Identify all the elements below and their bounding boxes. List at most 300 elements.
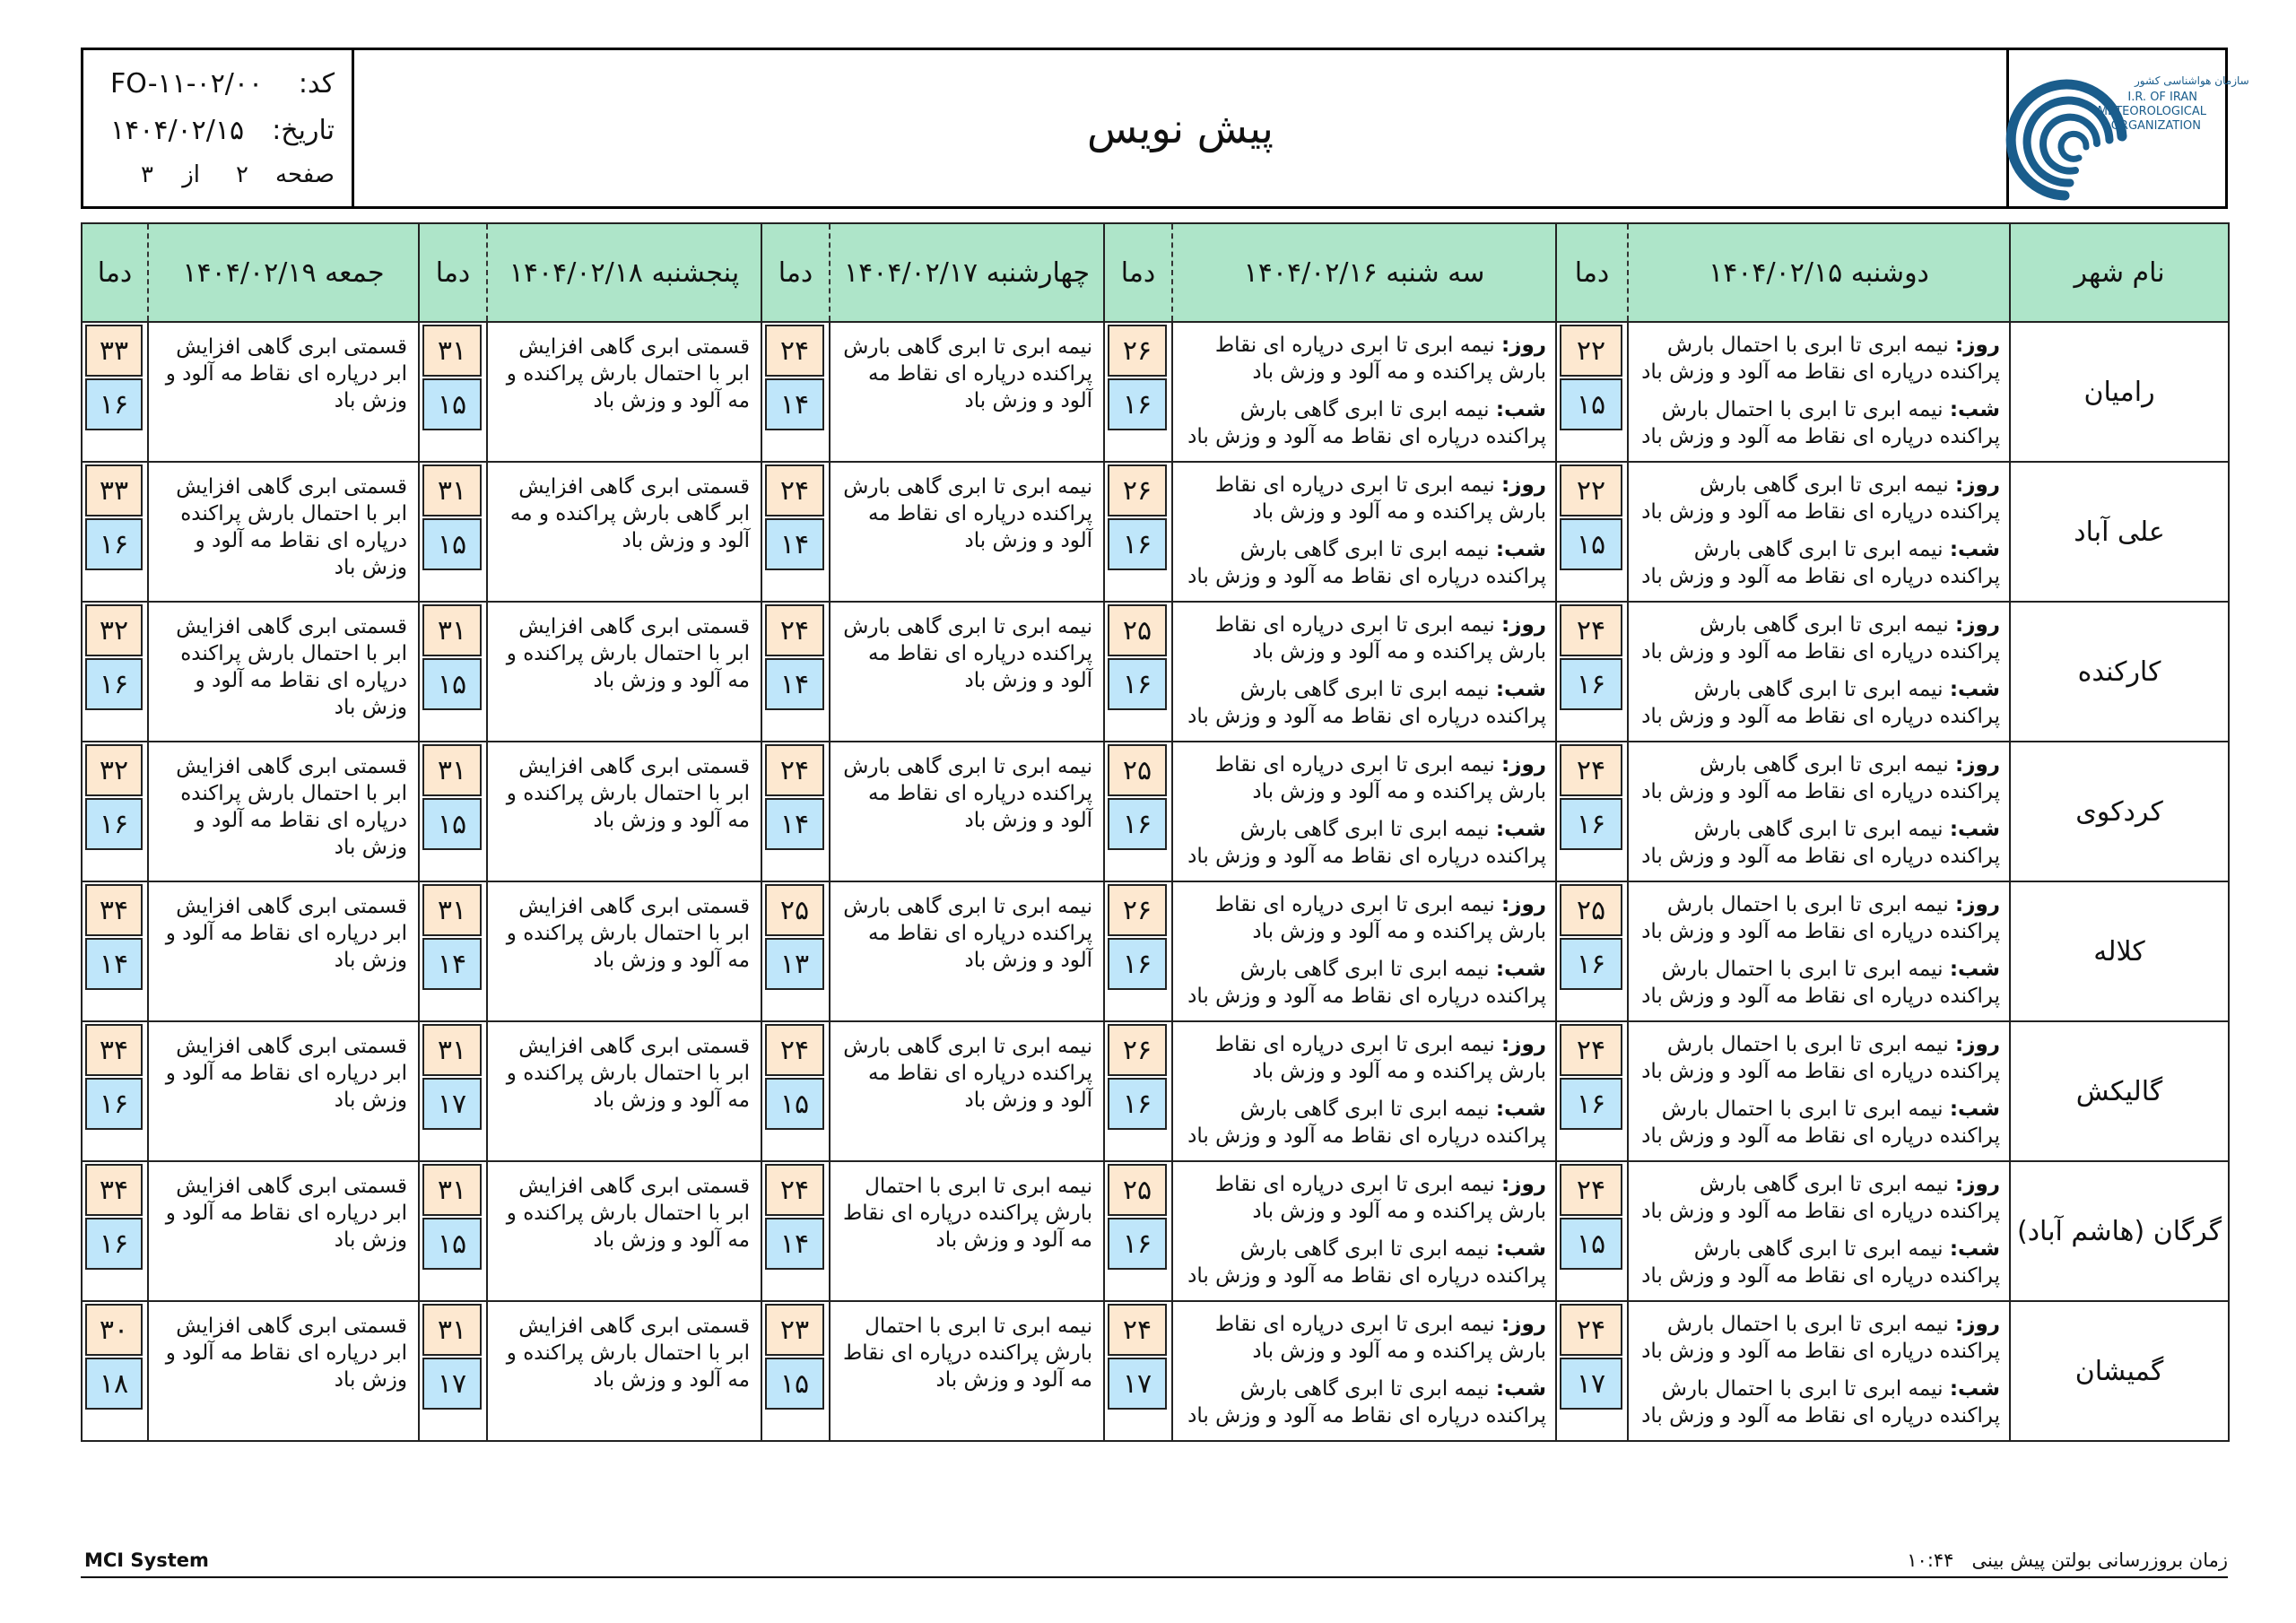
- forecast-text: قسمتی ابری گاهی افزایش ابر درپاره ای نقاط مه آلود و وزش باد: [165, 335, 407, 412]
- code-value: FO-۱۱-۰۲/۰۰: [110, 68, 264, 100]
- max-temp: ۳۴: [85, 1024, 143, 1076]
- table-row: [82, 742, 2229, 881]
- temperature-cell: [761, 1161, 830, 1301]
- forecast-text: قسمتی ابری گاهی افزایش ابر گاهی بارش پراکنده و مه آلود و وزش باد: [509, 475, 750, 552]
- max-temp: ۲۵: [1108, 1164, 1167, 1216]
- min-temp: ۱۴: [422, 938, 482, 990]
- day-label: روز:: [1955, 1313, 2000, 1336]
- temperature-cell: [1104, 1021, 1172, 1161]
- column-temp-4: دما: [419, 223, 487, 322]
- day-forecast-text: نیمه ابری تا ابری درپاره ای نقاط بارش پراکنده و مه آلود و وزش باد: [1214, 473, 1546, 524]
- temperature-cell: [82, 1301, 148, 1441]
- min-temp: ۱۷: [422, 1078, 482, 1130]
- temperature-cell: [419, 462, 487, 602]
- day-label: روز:: [1955, 473, 2000, 497]
- max-temp: ۲۲: [1560, 325, 1622, 377]
- meteorological-organization-logo: [2022, 61, 2249, 201]
- night-forecast: [1178, 1376, 1546, 1429]
- forecast-cell: [1628, 322, 2010, 462]
- max-temp: ۳۱: [422, 1164, 482, 1216]
- day-label: روز:: [1955, 613, 2000, 637]
- day-forecast: [1634, 612, 2000, 665]
- forecast-cell: [1172, 881, 1556, 1021]
- forecast-cell: [148, 742, 419, 881]
- day-label: روز:: [1955, 893, 2000, 916]
- night-forecast-text: نیمه ابری تا ابری با احتمال بارش پراکنده درپاره ای نقاط مه آلود و وزش باد: [1641, 1377, 2000, 1428]
- max-temp: ۲۴: [765, 604, 824, 656]
- forecast-text: نیمه ابری تا ابری گاهی بارش پراکنده درپاره ای نقاط مه آلود و وزش باد: [843, 755, 1092, 832]
- max-temp: ۳۰: [85, 1304, 143, 1356]
- table-row: [82, 1021, 2229, 1161]
- system-name: MCI System: [84, 1549, 209, 1571]
- max-temp: ۲۴: [1560, 744, 1622, 796]
- night-forecast: [1634, 676, 2000, 730]
- update-time: ۱۰:۴۴: [1907, 1549, 1954, 1571]
- min-temp: ۱۷: [422, 1358, 482, 1410]
- max-temp: ۲۵: [1108, 744, 1167, 796]
- night-forecast-text: نیمه ابری تا ابری گاهی بارش پراکنده درپاره ای نقاط مه آلود و وزش باد: [1641, 1237, 2000, 1288]
- forecast-cell: [1172, 742, 1556, 881]
- day-forecast: [1178, 332, 1546, 386]
- night-forecast-text: نیمه ابری تا ابری با احتمال بارش پراکنده درپاره ای نقاط مه آلود و وزش باد: [1641, 958, 2000, 1008]
- temperature-cell: [419, 602, 487, 742]
- temperature-cell: [1104, 602, 1172, 742]
- column-temp-1: دما: [1556, 223, 1628, 322]
- min-temp: ۱۷: [1108, 1358, 1167, 1410]
- night-forecast-text: نیمه ابری تا ابری گاهی بارش پراکنده درپاره ای نقاط مه آلود و وزش باد: [1187, 818, 1546, 868]
- min-temp: ۱۵: [1560, 1218, 1622, 1270]
- temperature-cell: [1104, 322, 1172, 462]
- temperature-cell: [419, 742, 487, 881]
- night-forecast-text: نیمه ابری تا ابری گاهی بارش پراکنده درپاره ای نقاط مه آلود و وزش باد: [1187, 678, 1546, 728]
- max-temp: ۲۶: [1108, 884, 1167, 936]
- forecast-cell: [1172, 602, 1556, 742]
- temperature-cell: [1556, 462, 1628, 602]
- day-forecast-text: نیمه ابری تا ابری با احتمال بارش پراکنده درپاره ای نقاط مه آلود و وزش باد: [1641, 334, 2000, 384]
- min-temp: ۱۶: [1560, 798, 1622, 850]
- date-value: ۱۴۰۴/۰۲/۱۵: [110, 115, 245, 146]
- temperature-cell: [1556, 742, 1628, 881]
- day-forecast: [1178, 612, 1546, 665]
- forecast-text: قسمتی ابری گاهی افزایش ابر با احتمال بارش پراکنده و مه آلود و وزش باد: [506, 1035, 750, 1112]
- forecast-cell: [1172, 1161, 1556, 1301]
- forecast-cell: [1172, 1301, 1556, 1441]
- city-name: کردکوی: [2010, 742, 2229, 881]
- min-temp: ۱۵: [1560, 378, 1622, 430]
- logo-cell: [2006, 50, 2249, 206]
- max-temp: ۲۴: [1560, 604, 1622, 656]
- min-temp: ۱۶: [1560, 938, 1622, 990]
- temperature-cell: [1104, 742, 1172, 881]
- date-row: [83, 115, 354, 160]
- forecast-cell: [487, 1301, 761, 1441]
- night-label: شب:: [1949, 818, 2000, 841]
- temperature-cell: [1104, 1301, 1172, 1441]
- max-temp: ۳۴: [85, 1164, 143, 1216]
- temperature-cell: [1104, 881, 1172, 1021]
- day-label: روز:: [1501, 1173, 1546, 1196]
- max-temp: ۲۶: [1108, 1024, 1167, 1076]
- forecast-text: قسمتی ابری گاهی افزایش ابر درپاره ای نقاط مه آلود و وزش باد: [165, 1035, 407, 1112]
- forecast-cell: [487, 602, 761, 742]
- forecast-cell: [487, 881, 761, 1021]
- temperature-cell: [82, 1161, 148, 1301]
- forecast-text: قسمتی ابری گاهی افزایش ابر با احتمال بارش پراکنده درپاره ای نقاط مه آلود و وزش باد: [176, 755, 407, 859]
- temperature-cell: [82, 1021, 148, 1161]
- night-forecast-text: نیمه ابری تا ابری با احتمال بارش پراکنده درپاره ای نقاط مه آلود و وزش باد: [1641, 1098, 2000, 1148]
- day-label: روز:: [1955, 753, 2000, 777]
- night-label: شب:: [1949, 538, 2000, 561]
- day-forecast: [1634, 1031, 2000, 1085]
- table-header-row: [82, 223, 2229, 322]
- night-forecast: [1178, 536, 1546, 590]
- temperature-cell: [761, 462, 830, 602]
- forecast-cell: [830, 881, 1104, 1021]
- day-forecast-text: نیمه ابری تا ابری درپاره ای نقاط بارش پراکنده و مه آلود و وزش باد: [1214, 893, 1546, 943]
- min-temp: ۱۵: [765, 1078, 824, 1130]
- temperature-cell: [82, 742, 148, 881]
- forecast-cell: [487, 322, 761, 462]
- forecast-cell: [1628, 881, 2010, 1021]
- forecast-cell: [148, 1301, 419, 1441]
- day-forecast-text: نیمه ابری تا ابری درپاره ای نقاط بارش پراکنده و مه آلود و وزش باد: [1214, 1033, 1546, 1083]
- day-forecast-text: نیمه ابری تا ابری درپاره ای نقاط بارش پراکنده و مه آلود و وزش باد: [1214, 1173, 1546, 1223]
- temperature-cell: [419, 881, 487, 1021]
- max-temp: ۳۱: [422, 1024, 482, 1076]
- forecast-text: قسمتی ابری گاهی افزایش ابر با احتمال بارش پراکنده و مه آلود و وزش باد: [506, 335, 750, 412]
- day-label: روز:: [1501, 473, 1546, 497]
- forecast-cell: [487, 462, 761, 602]
- min-temp: ۱۴: [765, 378, 824, 430]
- city-name: گرگان (هاشم آباد): [2010, 1161, 2229, 1301]
- night-forecast-text: نیمه ابری تا ابری گاهی بارش پراکنده درپاره ای نقاط مه آلود و وزش باد: [1641, 818, 2000, 868]
- page-title: پیش نویس: [1087, 104, 1274, 152]
- max-temp: ۳۳: [85, 464, 143, 516]
- forecast-text: نیمه ابری تا ابری گاهی بارش پراکنده درپاره ای نقاط مه آلود و وزش باد: [843, 335, 1092, 412]
- max-temp: ۲۴: [1108, 1304, 1167, 1356]
- night-forecast: [1178, 396, 1546, 450]
- night-forecast: [1634, 956, 2000, 1010]
- temperature-cell: [419, 1161, 487, 1301]
- table-row: [82, 462, 2229, 602]
- min-temp: ۱۵: [422, 518, 482, 570]
- night-forecast: [1634, 1376, 2000, 1429]
- table-row: [82, 1301, 2229, 1441]
- min-temp: ۱۶: [1560, 1078, 1622, 1130]
- temperature-cell: [82, 462, 148, 602]
- forecast-cell: [148, 462, 419, 602]
- night-forecast: [1634, 816, 2000, 870]
- day-forecast-text: نیمه ابری تا ابری با احتمال بارش پراکنده درپاره ای نقاط مه آلود و وزش باد: [1641, 1033, 2000, 1083]
- night-forecast-text: نیمه ابری تا ابری گاهی بارش پراکنده درپاره ای نقاط مه آلود و وزش باد: [1187, 1377, 1546, 1428]
- day-label: روز:: [1501, 613, 1546, 637]
- forecast-text: نیمه ابری تا ابری گاهی بارش پراکنده درپاره ای نقاط مه آلود و وزش باد: [843, 895, 1092, 972]
- min-temp: ۱۶: [1108, 1218, 1167, 1270]
- max-temp: ۲۵: [1108, 604, 1167, 656]
- max-temp: ۲۴: [765, 744, 824, 796]
- min-temp: ۱۵: [422, 658, 482, 710]
- night-label: شب:: [1495, 818, 1546, 841]
- forecast-table-body: [82, 322, 2229, 1441]
- temperature-cell: [761, 742, 830, 881]
- night-label: شب:: [1949, 1098, 2000, 1121]
- temperature-cell: [761, 1301, 830, 1441]
- table-row: [82, 881, 2229, 1021]
- page-current: ۲: [236, 161, 248, 188]
- day-forecast-text: نیمه ابری تا ابری درپاره ای نقاط بارش پراکنده و مه آلود و وزش باد: [1214, 753, 1546, 803]
- forecast-cell: [1628, 602, 2010, 742]
- min-temp: ۱۶: [1108, 378, 1167, 430]
- forecast-cell: [830, 1161, 1104, 1301]
- night-forecast: [1634, 536, 2000, 590]
- max-temp: ۳۱: [422, 884, 482, 936]
- max-temp: ۲۴: [765, 464, 824, 516]
- night-forecast-text: نیمه ابری تا ابری گاهی بارش پراکنده درپاره ای نقاط مه آلود و وزش باد: [1187, 1237, 1546, 1288]
- day-forecast: [1178, 751, 1546, 805]
- max-temp: ۳۲: [85, 604, 143, 656]
- column-city: نام شهر: [2010, 223, 2229, 322]
- max-temp: ۳۲: [85, 744, 143, 796]
- forecast-cell: [830, 602, 1104, 742]
- forecast-cell: [487, 742, 761, 881]
- day-forecast: [1178, 472, 1546, 525]
- day-forecast-text: نیمه ابری تا ابری گاهی بارش پراکنده درپاره ای نقاط مه آلود و وزش باد: [1641, 753, 2000, 803]
- night-label: شب:: [1949, 398, 2000, 421]
- temperature-cell: [82, 322, 148, 462]
- night-forecast-text: نیمه ابری تا ابری گاهی بارش پراکنده درپاره ای نقاط مه آلود و وزش باد: [1187, 538, 1546, 588]
- page-footer: [81, 1542, 2228, 1578]
- forecast-cell: [1628, 1301, 2010, 1441]
- document-meta: [83, 50, 354, 206]
- min-temp: ۱۵: [422, 1218, 482, 1270]
- max-temp: ۲۶: [1108, 464, 1167, 516]
- city-name: کلاله: [2010, 881, 2229, 1021]
- temperature-cell: [419, 1021, 487, 1161]
- min-temp: ۱۵: [1560, 518, 1622, 570]
- forecast-text: قسمتی ابری گاهی افزایش ابر با احتمال بارش پراکنده درپاره ای نقاط مه آلود و وزش باد: [176, 615, 407, 719]
- forecast-text: قسمتی ابری گاهی افزایش ابر درپاره ای نقاط مه آلود و وزش باد: [165, 895, 407, 972]
- min-temp: ۱۴: [765, 798, 824, 850]
- min-temp: ۱۶: [85, 518, 143, 570]
- day-label: روز:: [1501, 1313, 1546, 1336]
- night-forecast-text: نیمه ابری تا ابری با احتمال بارش پراکنده درپاره ای نقاط مه آلود و وزش باد: [1641, 398, 2000, 448]
- city-name: گمیشان: [2010, 1301, 2229, 1441]
- city-name: علی آباد: [2010, 462, 2229, 602]
- forecast-cell: [1628, 1021, 2010, 1161]
- min-temp: ۱۴: [85, 938, 143, 990]
- page-total: ۳: [141, 161, 153, 188]
- max-temp: ۳۱: [422, 325, 482, 377]
- forecast-text: نیمه ابری تا ابری با احتمال بارش پراکنده درپاره ای نقاط مه آلود و وزش باد: [843, 1175, 1092, 1252]
- night-label: شب:: [1949, 1377, 2000, 1401]
- forecast-cell: [830, 1021, 1104, 1161]
- day-forecast: [1178, 891, 1546, 945]
- min-temp: ۱۵: [422, 378, 482, 430]
- logo-text-en-2: METEOROLOGICAL: [2097, 105, 2206, 118]
- min-temp: ۱۶: [85, 658, 143, 710]
- min-temp: ۱۶: [1108, 938, 1167, 990]
- min-temp: ۱۳: [765, 938, 824, 990]
- night-label: شب:: [1495, 538, 1546, 561]
- table-row: [82, 602, 2229, 742]
- temperature-cell: [1104, 462, 1172, 602]
- min-temp: ۱۶: [1108, 658, 1167, 710]
- night-forecast: [1178, 956, 1546, 1010]
- day-forecast: [1634, 472, 2000, 525]
- night-label: شب:: [1949, 678, 2000, 701]
- min-temp: ۱۴: [765, 658, 824, 710]
- forecast-text: قسمتی ابری گاهی افزایش ابر با احتمال بارش پراکنده و مه آلود و وزش باد: [506, 755, 750, 832]
- night-forecast-text: نیمه ابری تا ابری گاهی بارش پراکنده درپاره ای نقاط مه آلود و وزش باد: [1187, 398, 1546, 448]
- forecast-cell: [830, 742, 1104, 881]
- max-temp: ۳۱: [422, 744, 482, 796]
- night-forecast: [1634, 1096, 2000, 1150]
- forecast-cell: [148, 322, 419, 462]
- forecast-text: نیمه ابری تا ابری با احتمال بارش پراکنده درپاره ای نقاط مه آلود و وزش باد: [843, 1315, 1092, 1392]
- temperature-cell: [1556, 322, 1628, 462]
- min-temp: ۱۸: [85, 1358, 143, 1410]
- night-label: شب:: [1495, 958, 1546, 981]
- max-temp: ۲۲: [1560, 464, 1622, 516]
- night-forecast: [1178, 1096, 1546, 1150]
- min-temp: ۱۷: [1560, 1358, 1622, 1410]
- forecast-cell: [148, 881, 419, 1021]
- column-day-5: جمعه ۱۴۰۴/۰۲/۱۹: [148, 223, 419, 322]
- forecast-cell: [1172, 1021, 1556, 1161]
- day-forecast: [1634, 1171, 2000, 1225]
- forecast-cell: [148, 602, 419, 742]
- update-label: زمان بروزرسانی بولتن پیش بینی: [1971, 1549, 2228, 1571]
- max-temp: ۲۴: [1560, 1024, 1622, 1076]
- page-label: صفحه: [275, 161, 335, 188]
- date-label: تاریخ:: [272, 115, 335, 146]
- day-forecast-text: نیمه ابری تا ابری درپاره ای نقاط بارش پراکنده و مه آلود و وزش باد: [1214, 1313, 1546, 1363]
- max-temp: ۲۴: [765, 1024, 824, 1076]
- day-label: روز:: [1955, 1033, 2000, 1056]
- night-label: شب:: [1495, 398, 1546, 421]
- min-temp: ۱۴: [765, 1218, 824, 1270]
- max-temp: ۲۴: [1560, 1164, 1622, 1216]
- day-label: روز:: [1955, 1173, 2000, 1196]
- document-header: [81, 48, 2249, 209]
- min-temp: ۱۵: [422, 798, 482, 850]
- min-temp: ۱۶: [85, 1078, 143, 1130]
- column-day-2: سه شنبه ۱۴۰۴/۰۲/۱۶: [1172, 223, 1556, 322]
- day-forecast-text: نیمه ابری تا ابری گاهی بارش پراکنده درپاره ای نقاط مه آلود و وزش باد: [1641, 1173, 2000, 1223]
- temperature-cell: [1556, 1301, 1628, 1441]
- footer-rule: [81, 1576, 2228, 1578]
- day-forecast-text: نیمه ابری تا ابری با احتمال بارش پراکنده درپاره ای نقاط مه آلود و وزش باد: [1641, 893, 2000, 943]
- forecast-text: قسمتی ابری گاهی افزایش ابر درپاره ای نقاط مه آلود و وزش باد: [165, 1175, 407, 1252]
- forecast-text: قسمتی ابری گاهی افزایش ابر با احتمال بارش پراکنده و مه آلود و وزش باد: [506, 895, 750, 972]
- column-temp-3: دما: [761, 223, 830, 322]
- table-row: [82, 322, 2229, 462]
- forecast-cell: [830, 462, 1104, 602]
- min-temp: ۱۵: [765, 1358, 824, 1410]
- temperature-cell: [419, 1301, 487, 1441]
- forecast-cell: [487, 1021, 761, 1161]
- max-temp: ۲۵: [765, 884, 824, 936]
- logo-text-en-3: ORGANIZATION: [2110, 119, 2201, 133]
- day-forecast-text: نیمه ابری تا ابری درپاره ای نقاط بارش پراکنده و مه آلود و وزش باد: [1214, 613, 1546, 664]
- night-forecast: [1178, 816, 1546, 870]
- code-label: کد:: [298, 68, 335, 100]
- forecast-cell: [1172, 322, 1556, 462]
- forecast-cell: [1628, 742, 2010, 881]
- min-temp: ۱۶: [1560, 658, 1622, 710]
- night-label: شب:: [1495, 678, 1546, 701]
- column-day-1: دوشنبه ۱۴۰۴/۰۲/۱۵: [1628, 223, 2010, 322]
- logo-text-en-1: I.R. OF IRAN: [2127, 91, 2197, 104]
- forecast-cell: [1628, 462, 2010, 602]
- day-label: روز:: [1501, 334, 1546, 357]
- forecast-cell: [487, 1161, 761, 1301]
- city-name: رامیان: [2010, 322, 2229, 462]
- forecast-cell: [148, 1161, 419, 1301]
- temperature-cell: [419, 322, 487, 462]
- table-row: [82, 1161, 2229, 1301]
- day-label: روز:: [1501, 753, 1546, 777]
- forecast-text: نیمه ابری تا ابری گاهی بارش پراکنده درپاره ای نقاط مه آلود و وزش باد: [843, 615, 1092, 692]
- day-forecast: [1178, 1311, 1546, 1365]
- night-forecast: [1178, 1236, 1546, 1289]
- night-forecast: [1634, 1236, 2000, 1289]
- forecast-cell: [1172, 462, 1556, 602]
- max-temp: ۳۳: [85, 325, 143, 377]
- column-temp-5: دما: [82, 223, 148, 322]
- max-temp: ۲۴: [765, 325, 824, 377]
- temperature-cell: [82, 881, 148, 1021]
- min-temp: ۱۶: [85, 378, 143, 430]
- max-temp: ۲۶: [1108, 325, 1167, 377]
- min-temp: ۱۶: [1108, 1078, 1167, 1130]
- night-forecast-text: نیمه ابری تا ابری گاهی بارش پراکنده درپاره ای نقاط مه آلود و وزش باد: [1641, 538, 2000, 588]
- night-label: شب:: [1495, 1098, 1546, 1121]
- forecast-cell: [830, 1301, 1104, 1441]
- forecast-text: قسمتی ابری گاهی افزایش ابر درپاره ای نقاط مه آلود و وزش باد: [165, 1315, 407, 1392]
- night-forecast-text: نیمه ابری تا ابری گاهی بارش پراکنده درپاره ای نقاط مه آلود و وزش باد: [1187, 1098, 1546, 1148]
- temperature-cell: [1556, 602, 1628, 742]
- max-temp: ۲۵: [1560, 884, 1622, 936]
- column-temp-2: دما: [1104, 223, 1172, 322]
- day-forecast-text: نیمه ابری تا ابری با احتمال بارش پراکنده درپاره ای نقاط مه آلود و وزش باد: [1641, 1313, 2000, 1363]
- temperature-cell: [761, 322, 830, 462]
- forecast-text: نیمه ابری تا ابری گاهی بارش پراکنده درپاره ای نقاط مه آلود و وزش باد: [843, 475, 1092, 552]
- forecast-text: قسمتی ابری گاهی افزایش ابر با احتمال بارش پراکنده و مه آلود و وزش باد: [506, 1175, 750, 1252]
- page-row: [83, 161, 354, 206]
- forecast-text: قسمتی ابری گاهی افزایش ابر با احتمال بارش پراکنده و مه آلود و وزش باد: [506, 615, 750, 692]
- max-temp: ۲۴: [765, 1164, 824, 1216]
- column-day-3: چهارشنبه ۱۴۰۴/۰۲/۱۷: [830, 223, 1104, 322]
- min-temp: ۱۴: [765, 518, 824, 570]
- temperature-cell: [761, 1021, 830, 1161]
- temperature-cell: [1104, 1161, 1172, 1301]
- logo-text-fa: سازمان هواشناسی کشور: [2135, 74, 2249, 87]
- max-temp: ۳۱: [422, 604, 482, 656]
- day-forecast: [1634, 751, 2000, 805]
- day-label: روز:: [1501, 1033, 1546, 1056]
- max-temp: ۳۴: [85, 884, 143, 936]
- min-temp: ۱۶: [85, 1218, 143, 1270]
- forecast-table: [81, 222, 2230, 1442]
- day-forecast: [1634, 891, 2000, 945]
- temperature-cell: [82, 602, 148, 742]
- day-forecast: [1634, 1311, 2000, 1365]
- max-temp: ۳۱: [422, 1304, 482, 1356]
- temperature-cell: [761, 602, 830, 742]
- min-temp: ۱۶: [1108, 798, 1167, 850]
- max-temp: ۳۱: [422, 464, 482, 516]
